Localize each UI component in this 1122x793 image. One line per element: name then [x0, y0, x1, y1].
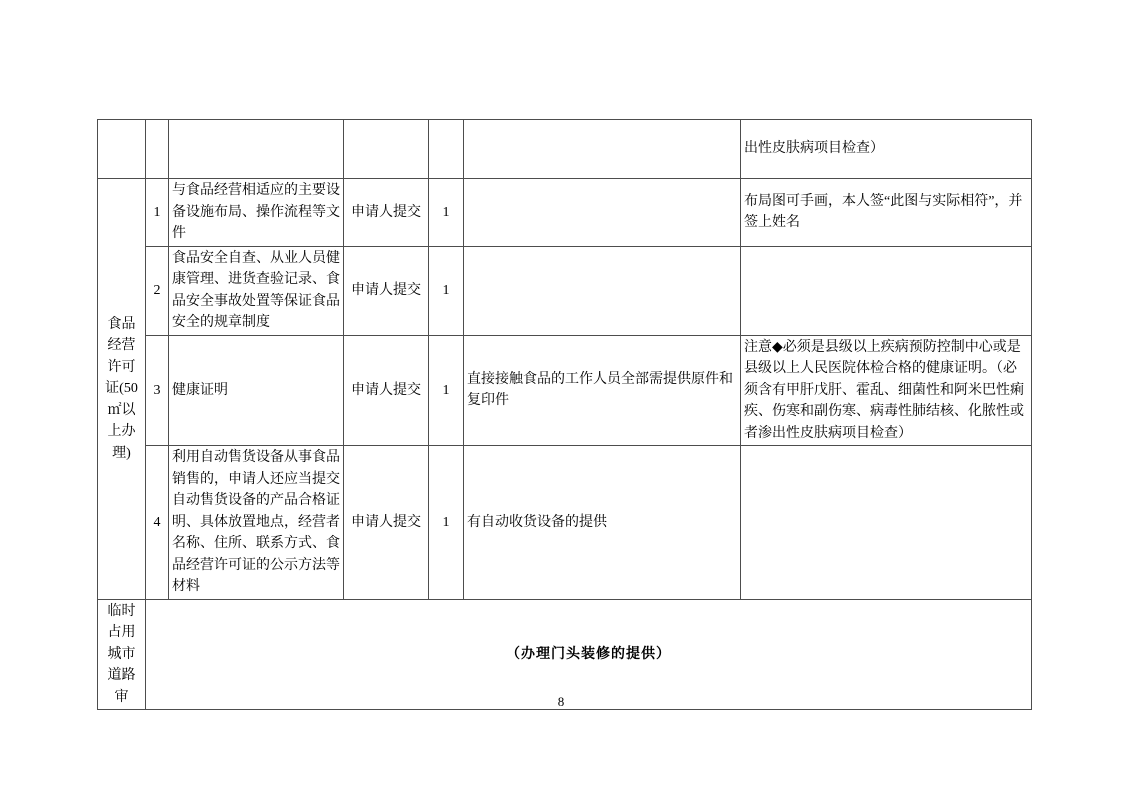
requirements-table: [97, 119, 1032, 710]
carryover-note-cell: 出性皮肤病项目检查）: [741, 120, 1032, 179]
table-row-4: [98, 446, 1032, 600]
note-cell: [741, 246, 1032, 335]
table-row-carryover: [98, 120, 1032, 179]
submitter-cell: 申请人提交: [344, 335, 429, 446]
submitter-cell: 申请人提交: [344, 446, 429, 600]
material-cell: 食品安全自查、从业人员健康管理、进货查验记录、食品安全事故处置等保证食品安全的规章制度: [169, 246, 344, 335]
row-number-cell: 1: [146, 179, 169, 247]
material-cell: 与食品经营相适应的主要设备设施布局、操作流程等文件: [169, 179, 344, 247]
note-cell: [741, 446, 1032, 600]
empty-count-cell: [429, 120, 464, 179]
count-cell: 1: [429, 335, 464, 446]
empty-description-cell: [464, 120, 741, 179]
table-row-3: [98, 335, 1032, 446]
empty-material-cell: [169, 120, 344, 179]
count-cell: 1: [429, 446, 464, 600]
material-cell: 利用自动售货设备从事食品销售的，申请人还应当提交自动售货设备的产品合格证明、具体放置地点，经营者名称、住所、联系方式、食品经营许可证的公示方法等材料: [169, 446, 344, 600]
count-cell: 1: [429, 179, 464, 247]
description-cell: 直接接触食品的工作人员全部需提供原件和复印件: [464, 335, 741, 446]
category-cell-road-occupation: 临时占用城市道路审: [98, 599, 146, 710]
category-cell-food-license: 食品经营许可证(50㎡以上办理): [98, 179, 146, 600]
material-cell: 健康证明: [169, 335, 344, 446]
table-row-footer: [98, 599, 1032, 710]
submitter-cell: 申请人提交: [344, 246, 429, 335]
table-row-2: [98, 246, 1032, 335]
submitter-cell: 申请人提交: [344, 179, 429, 247]
count-cell: 1: [429, 246, 464, 335]
empty-category-cell: [98, 120, 146, 179]
description-cell: [464, 179, 741, 247]
description-cell: [464, 246, 741, 335]
table-row-1: [98, 179, 1032, 247]
row-number-cell: 4: [146, 446, 169, 600]
description-cell: 有自动收货设备的提供: [464, 446, 741, 600]
note-cell: 布局图可手画，本人签“此图与实际相符”，并签上姓名: [741, 179, 1032, 247]
row-number-cell: 2: [146, 246, 169, 335]
note-cell: 注意◆必须是县级以上疾病预防控制中心或是县级以上人民医院体检合格的健康证明。（必须含有甲肝戊肝、霍乱、细菌性和阿米巴性痢疾、伤寒和副伤寒、病毒性肺结核、化脓性或者渗出性皮肤病项目检查）: [741, 335, 1032, 446]
page-number: 8: [557, 694, 565, 709]
row-number-cell: 3: [146, 335, 169, 446]
empty-number-cell: [146, 120, 169, 179]
footer-merged-cell: （办理门头装修的提供）: [146, 599, 1032, 710]
empty-submitter-cell: [344, 120, 429, 179]
